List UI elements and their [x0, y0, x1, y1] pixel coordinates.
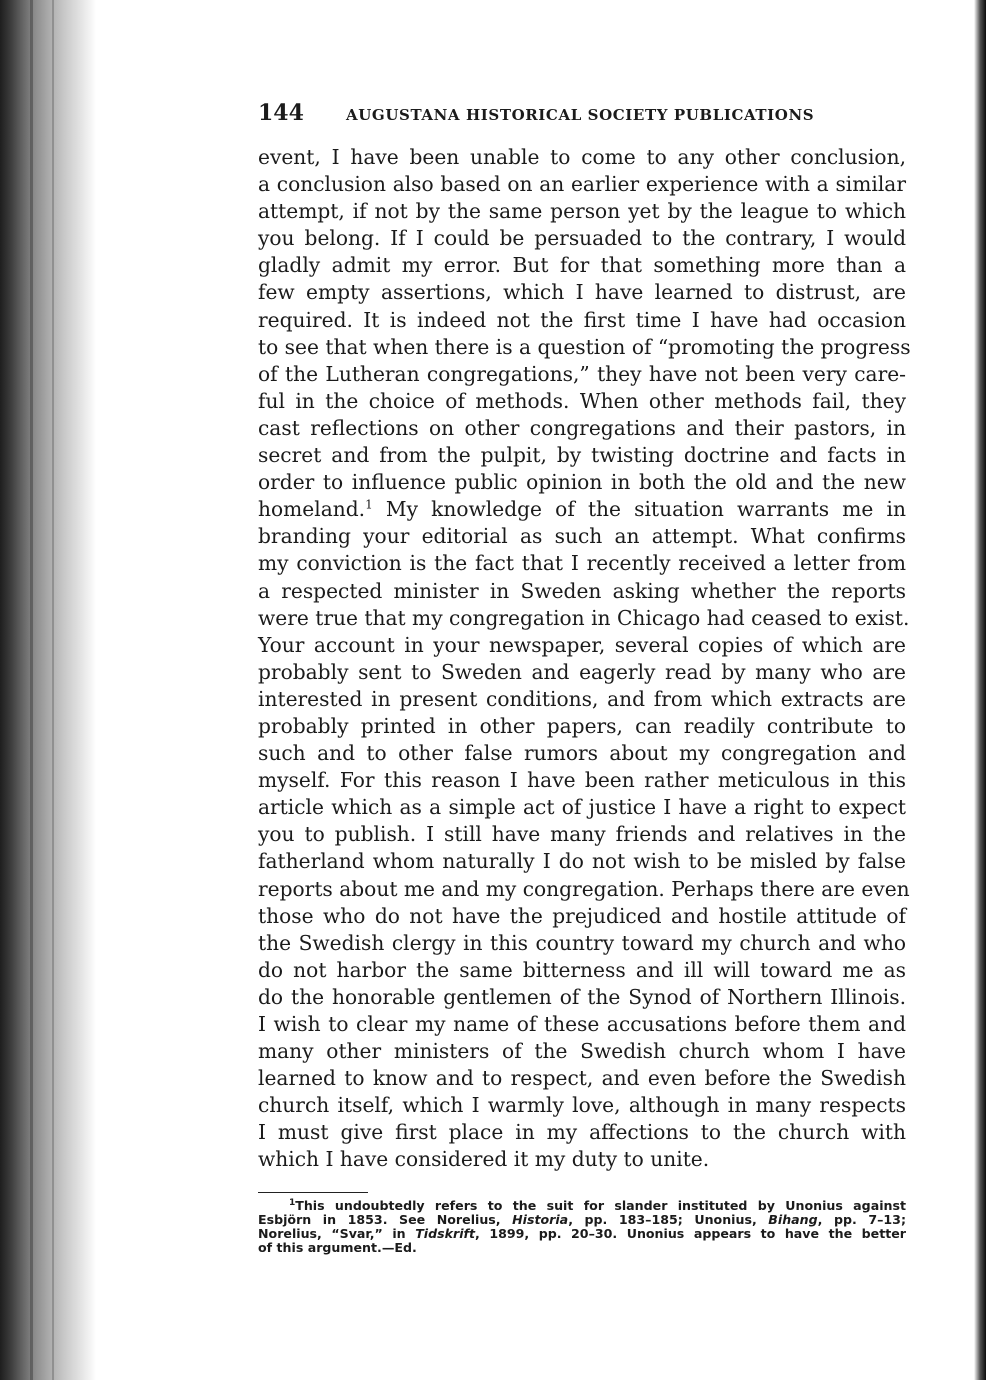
footnote-line-2c: , pp. 183–185; Unonius, [568, 1211, 769, 1227]
text-line: a conclusion also based on an earlier experience with a similar [258, 172, 906, 197]
text-line: attempt, if not by the same person yet by the league to which [258, 199, 906, 224]
text-line: were true that my congregation in Chicago had ceased to exist. [258, 605, 910, 630]
text-line: Your account in your newspaper, several copies of which are [258, 632, 906, 657]
footnote-reference: 1 [365, 497, 373, 512]
text-line: secret and from the pulpit, by twisting doctrine and facts in [258, 443, 906, 468]
footnote-line: of this argument.—Ed. [258, 1239, 417, 1255]
text-line: I wish to clear my name of these accusations before them and [258, 1012, 906, 1036]
footnote-line-3a: Norelius, “Svar,” in [258, 1225, 416, 1241]
text-line: of the Lutheran congregations,” they have not been very care- [258, 361, 906, 386]
footnote-line-3c: , 1899, pp. 20–30. Unonius appears to have the better [475, 1225, 907, 1241]
footnote-line-2e: , pp. 7–13; [817, 1211, 906, 1227]
footnote-line-2a: Esbjörn in 1853. See Norelius, [258, 1211, 513, 1227]
text-line: such and to other false rumors about my congregation and [258, 741, 906, 766]
text-line: required. It is indeed not the first time I have had occasion [258, 307, 906, 332]
text-line: to see that when there is a question of “promoting the progress [258, 334, 911, 359]
text-line: order to influence public opinion in both the old and the new [258, 470, 906, 495]
text-line: learned to know and to respect, and even before the Swedish [258, 1066, 906, 1091]
text-line: ful in the choice of methods. When other methods fail, they [258, 388, 906, 413]
body-text [258, 144, 911, 1174]
text-line: many other ministers of the Swedish church whom I have [258, 1039, 906, 1064]
text-line: you belong. If I could be persuaded to the contrary, I would [258, 226, 906, 251]
text-line: reports about me and my congregation. Perhaps there are even [258, 876, 910, 901]
text-line: church itself, which I warmly love, although in many respects [258, 1093, 906, 1118]
text-line: which I have considered it my duty to unite. [258, 1147, 710, 1172]
text-line: interested in present conditions, and from which extracts are [258, 686, 906, 711]
text-line: gladly admit my error. But for that something more than a [258, 253, 906, 278]
footnote-line-1-text: This undoubtedly refers to the suit for slander instituted by Unonius against [295, 1197, 906, 1213]
text-line: article which as a simple act of justice I have a right to expect [258, 795, 906, 820]
text-line: cast reflections on other congregations and their pastors, in [258, 415, 906, 440]
page-number: 144 [258, 100, 304, 126]
text-line: those who do not have the prejudiced and hostile attitude of [258, 903, 906, 928]
text-line: the Swedish clergy in this country toward my church and who [258, 930, 906, 955]
text-line-with-footnote [258, 496, 906, 523]
footnote-rule [258, 1192, 368, 1193]
text-line: few empty assertions, which I have learned to distrust, are [258, 280, 906, 305]
running-head [258, 100, 906, 138]
text-line: do not harbor the same bitterness and ill will toward me as [258, 957, 906, 982]
footnote-mark: 1 [288, 1197, 296, 1208]
footnote [258, 1199, 906, 1255]
footnote-line [258, 1199, 906, 1213]
homeland-line-rest: My knowledge of the situation warrants me in [385, 497, 906, 522]
text-line: my conviction is the fact that I recently received a letter from [258, 551, 906, 576]
text-line: a respected minister in Sweden asking whether the reports [258, 578, 906, 603]
book-binding-shadow [0, 0, 96, 1380]
text-line: I must give first place in my affections to the church with [258, 1120, 906, 1145]
text-line: fatherland whom naturally I do not wish to be misled by false [258, 849, 906, 874]
homeland-word: homeland. [258, 497, 366, 522]
text-line: branding your editorial as such an attempt. What confirms [258, 524, 906, 549]
text-line: probably printed in other papers, can readily contribute to [258, 713, 906, 738]
text-line: you to publish. I still have many friends and relatives in the [258, 822, 906, 847]
text-line: probably sent to Sweden and eagerly read by many who are [258, 659, 906, 684]
footnote-tidskrift-title: Tidskrift [415, 1225, 476, 1241]
footnote-line [258, 1227, 906, 1241]
footnote-bihang-title: Bihang [768, 1211, 818, 1227]
text-line: event, I have been unable to come to any other conclusion, [258, 145, 906, 169]
page-right-edge [974, 0, 986, 1380]
footnote-line [258, 1213, 906, 1227]
text-line: do the honorable gentlemen of the Synod of Northern Illinois. [258, 984, 906, 1009]
footnote-historia-title: Historia [512, 1211, 569, 1227]
journal-title: AUGUSTANA HISTORICAL SOCIETY PUBLICATIONS [346, 106, 815, 124]
text-line: myself. For this reason I have been rather meticulous in this [258, 768, 906, 793]
book-page [258, 100, 911, 1255]
